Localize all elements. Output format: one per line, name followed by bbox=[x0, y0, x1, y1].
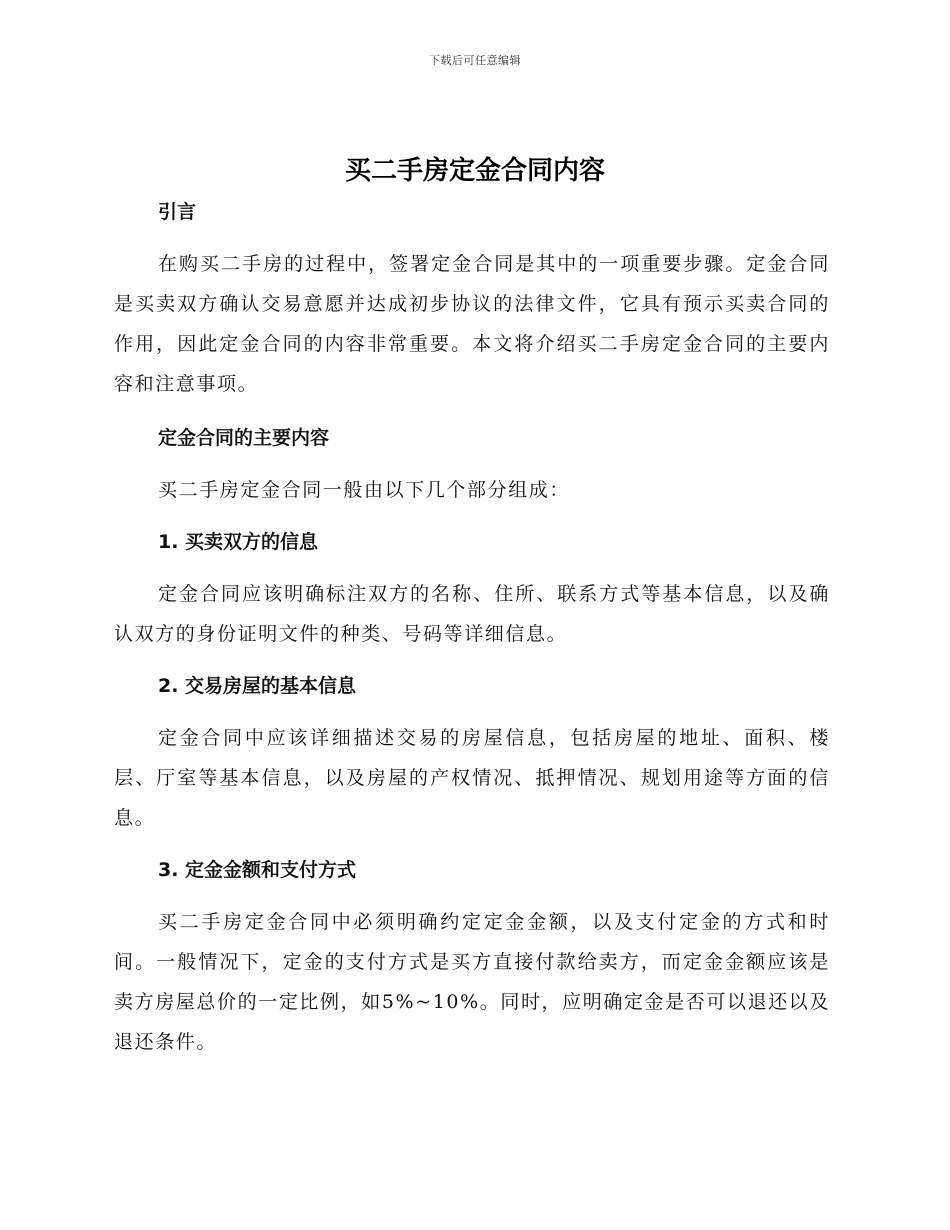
section-heading: 2. 交易房屋的基本信息 bbox=[158, 675, 357, 697]
document-title: 买二手房定金合同内容 bbox=[344, 156, 605, 186]
section-main-content bbox=[114, 418, 830, 510]
paragraph: 定金合同中应该详细描述交易的房屋信息，包括房屋的地址、面积、楼层、厅室等基本信息，以及房屋的产权情况、抵押情况、规划用途等方面的信息。 bbox=[114, 727, 830, 829]
section-property-info bbox=[114, 666, 830, 838]
section-heading: 1. 买卖双方的信息 bbox=[158, 531, 319, 553]
paragraph: 买二手房定金合同一般由以下几个部分组成： bbox=[158, 479, 571, 501]
paragraph: 定金合同应该明确标注双方的名称、住所、联系方式等基本信息，以及确认双方的身份证明文件的种类、号码等详细信息。 bbox=[114, 583, 830, 645]
section-intro bbox=[114, 192, 830, 404]
section-heading: 定金合同的主要内容 bbox=[158, 427, 330, 449]
section-party-info bbox=[114, 522, 830, 654]
page-header: 下载后可任意编辑 bbox=[429, 54, 521, 67]
paragraph: 在购买二手房的过程中，签署定金合同是其中的一项重要步骤。定金合同是买卖双方确认交易意愿并达成初步协议的法律文件，它具有预示买卖合同的作用，因此定金合同的内容非常重要。本文将介绍买二手房定金合同的主要内容和注意事项。 bbox=[114, 253, 830, 395]
document-body bbox=[114, 192, 830, 1062]
section-heading: 引言 bbox=[158, 201, 197, 223]
section-deposit-payment bbox=[114, 850, 830, 1062]
section-heading: 3. 定金金额和支付方式 bbox=[158, 859, 357, 881]
paragraph: 买二手房定金合同中必须明确约定定金金额，以及支付定金的方式和时间。一般情况下，定金的支付方式是买方直接付款给卖方，而定金金额应该是卖方房屋总价的一定比例，如5%~10%。同时，应明确定金是否可以退还以及退还条件。 bbox=[114, 911, 830, 1053]
